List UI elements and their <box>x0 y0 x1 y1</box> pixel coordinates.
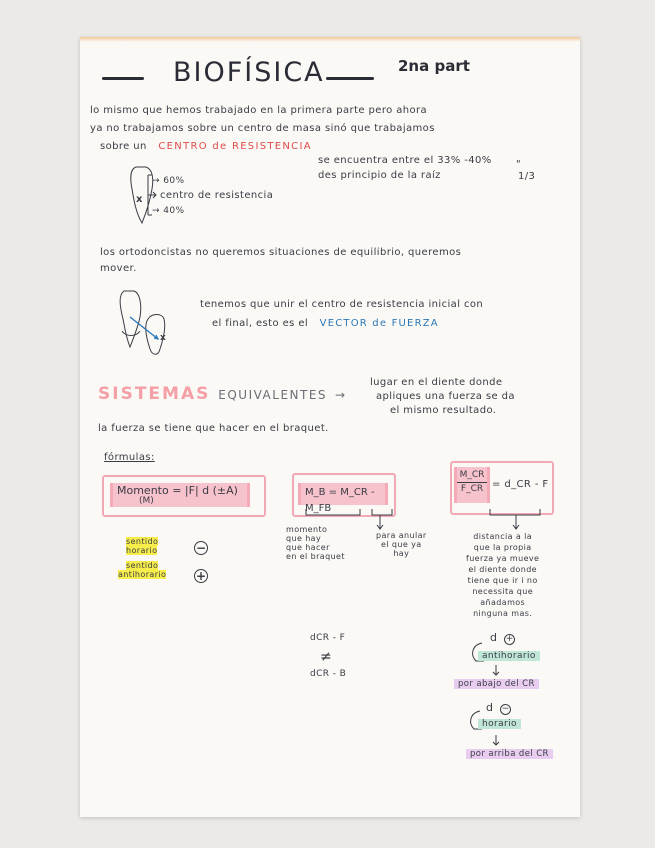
sentido-horario-line-1: sentido <box>126 537 159 546</box>
explanation-3 <box>466 531 539 619</box>
tooth-1-center-label: centro de resistencia <box>160 190 274 201</box>
intro-line-3-prefix: sobre un <box>100 141 147 152</box>
explanation-2-line: el que ya <box>381 540 422 549</box>
location-fraction: 1/3 <box>518 171 536 182</box>
formula-2-box: M_B = M_CR - M_FB <box>298 483 388 505</box>
minus-circle-small-icon: − <box>501 704 510 714</box>
sistemas-heading-pink: SISTEMAS <box>98 384 211 404</box>
explanation-2 <box>376 531 427 558</box>
above-cr-highlight: por arriba del CR <box>466 749 553 759</box>
page-subtitle: 2na part <box>398 57 470 75</box>
tooth-1-mark: x <box>136 194 143 205</box>
explanation-3-line: el diente donde <box>468 565 537 574</box>
sistemas-arrow: → <box>334 388 347 402</box>
sistemas-bottom-line: la fuerza se tiene que hacer en el braquet. <box>98 423 329 434</box>
vector-note-line-1: tenemos que unir el centro de resistencia inicial con <box>200 299 484 310</box>
explanation-1-line: que hay <box>286 534 322 543</box>
teeth-movement-mark: x <box>160 333 167 343</box>
antihorario-highlight: antihorario <box>478 651 540 661</box>
sistemas-note-line-2: apliques una fuerza se da <box>376 391 515 402</box>
formula-1-line-1: Momento = |F| d (±A) <box>117 484 238 497</box>
formula-3-numerator: M_CR <box>457 469 487 483</box>
sentido-horario-line-2: horario <box>126 546 158 555</box>
intro-line-2: ya no trabajamos sobre un centro de masa sinó que trabajamos <box>90 123 435 134</box>
explanation-1-line: que hacer <box>286 543 330 552</box>
horario-down-arrow <box>492 735 500 747</box>
location-note-line-2: des principio de la raíz <box>318 170 441 181</box>
explanation-3-line: fuerza ya mueve <box>466 554 540 563</box>
sentido-antihorario-label <box>118 561 166 579</box>
inequality-top: dCR - F <box>310 633 346 643</box>
sentido-antihorario-line-1: sentido <box>126 561 159 570</box>
location-ditto: " <box>516 159 521 170</box>
explanation-3-line: ninguna mas. <box>473 609 533 618</box>
formulas-label: fórmulas: <box>104 452 155 463</box>
location-note-line-1: se encuentra entre el 33% -40% <box>318 155 492 166</box>
formula-connectors <box>80 37 580 817</box>
tooth-1-top-label: → 60% <box>152 176 185 186</box>
explanation-1 <box>286 525 345 561</box>
antihorario-down-arrow <box>492 665 500 677</box>
explanation-3-line: necessita que <box>472 587 534 596</box>
page-title: BIOFÍSICA <box>173 57 325 88</box>
sentido-antihorario-line-2: antihorario <box>118 570 167 579</box>
inequality-symbol: ≠ <box>320 649 333 665</box>
explanation-2-line: para anular <box>376 531 427 540</box>
explanation-1-line: momento <box>286 525 328 534</box>
minus-circle-icon: − <box>195 541 207 555</box>
formula-3-denominator: F_CR <box>460 484 484 494</box>
intro-line-1: lo mismo que hemos trabajado en la primera parte pero ahora <box>90 105 428 116</box>
sentido-horario-label <box>126 537 158 555</box>
orthodontists-line-1: los ortodoncistas no queremos situaciones de equilibrio, queremos <box>100 247 462 258</box>
explanation-2-line: hay <box>393 549 410 558</box>
formula-3-right: = d_CR - F <box>492 479 549 490</box>
sistemas-note-line-3: el mismo resultado. <box>390 405 497 416</box>
explanation-3-line: añadamos <box>480 598 526 607</box>
explanation-3-line: distancia a la <box>473 532 533 541</box>
orthodontists-line-2: mover. <box>100 263 137 274</box>
vector-note-line-2-prefix: el final, esto es el <box>212 318 309 329</box>
horario-highlight: horario <box>478 719 521 729</box>
vector-fuerza-highlight: VECTOR de FUERZA <box>319 318 439 329</box>
d-minus-label: d <box>486 701 494 714</box>
centro-resistencia-highlight: CENTRO de RESISTENCIA <box>158 141 312 152</box>
plus-circle-icon: + <box>195 569 207 583</box>
sistemas-note-line-1: lugar en el diente donde <box>370 377 503 388</box>
formula-1-line-2: (M) <box>139 496 154 506</box>
inequality-bottom: dCR - B <box>310 669 347 679</box>
d-plus-label: d <box>490 631 498 644</box>
explanation-3-line: que la propia <box>473 543 532 552</box>
explanation-1-line: en el braquet <box>286 552 345 561</box>
notebook-page <box>80 37 580 817</box>
sistemas-heading-grey: EQUIVALENTES <box>218 388 328 402</box>
below-cr-highlight: por abajo del CR <box>454 679 539 689</box>
tooth-1-bottom-label: → 40% <box>152 206 185 216</box>
explanation-3-line: tiene que ir i no <box>467 576 538 585</box>
plus-circle-small-icon: + <box>505 634 514 644</box>
